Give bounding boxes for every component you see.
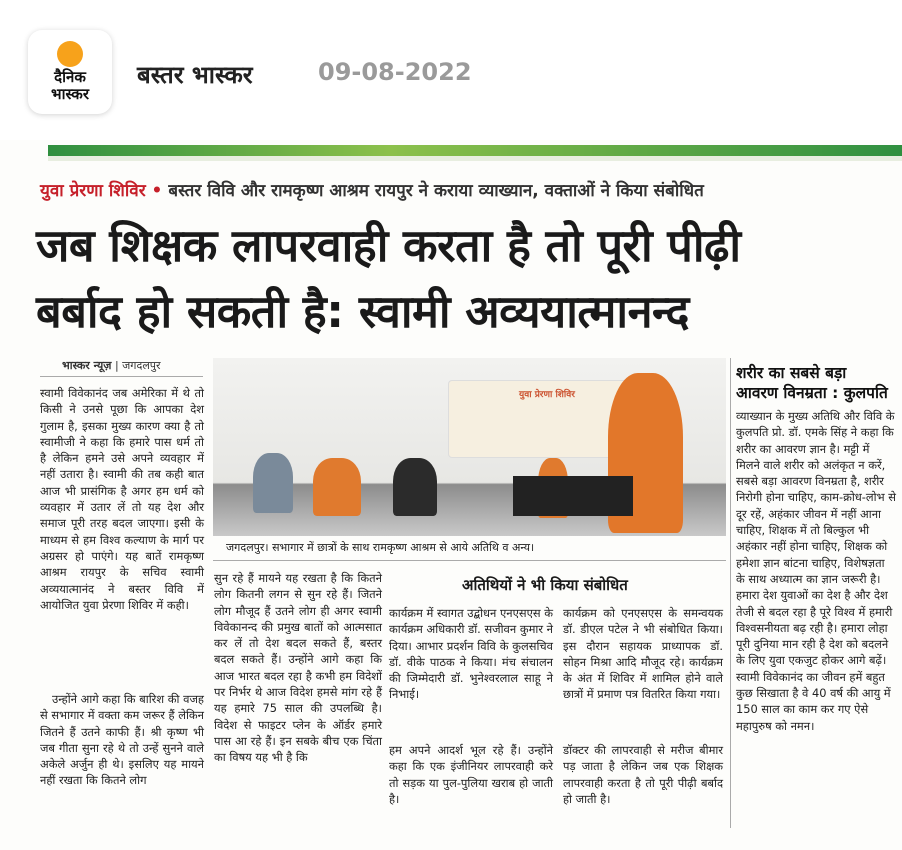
byline-source: भास्कर न्यूज़ bbox=[62, 359, 112, 372]
divider bbox=[40, 376, 203, 377]
kicker-text: बस्तर विवि और रामकृष्ण आश्रम रायपुर ने कराया व्याख्यान, वक्ताओं ने किया संबोधित bbox=[168, 181, 704, 201]
podium bbox=[513, 476, 633, 516]
sun-icon bbox=[57, 41, 83, 67]
person-figure bbox=[253, 453, 293, 513]
sidebar-heading-line2: आवरण विनम्रता : कुलपति bbox=[736, 384, 888, 402]
publication-name: बस्तर भास्कर bbox=[137, 61, 253, 89]
column-1b: उन्होंने आगे कहा कि बारिश की वजह से सभागार में वक्ता कम जरूर हैं लेकिन जितने हैं उतने काफी हैं। श्री कृष्ण भी जब गीता सुना रहे थे तो उन्हें सुनने वाले अकेले अर्जुन ही थे। इसलिए यह मायने नहीं रखता कि कितने लोग bbox=[40, 692, 204, 788]
headline-line2: बर्बाद हो सकती है: स्वामी अव्ययात्मानन्द bbox=[36, 285, 689, 338]
photo-caption: जगदलपुर। सभागार में छात्रों के साथ रामकृष्ण आश्रम से आये अतिथि व अन्य। bbox=[226, 541, 535, 554]
person-figure bbox=[313, 458, 361, 516]
decorative-stripe-light bbox=[48, 156, 902, 161]
logo-line2: भास्कर bbox=[51, 85, 89, 103]
banner-title: युवा प्रेरणा शिविर bbox=[519, 390, 575, 400]
divider bbox=[213, 560, 726, 561]
sidebar-heading bbox=[736, 363, 888, 403]
kicker bbox=[40, 178, 704, 201]
app-header bbox=[0, 0, 902, 140]
headline-line1: जब शिक्षक लापरवाही करता है तो पूरी पीढ़ी bbox=[36, 219, 741, 272]
column-1: स्वामी विवेकानंद जब अमेरिका में थे तो किसी ने उनसे पूछा कि आपका देश गुलाम है, इसका मुख्य कारण क्या है तो स्वामीजी ने कहा कि हमारे पास धर्म तो है लेकिन हमने उसे अपने व्यवहार में नहीं उतारा है। स्वामी की तब कही बात आज भी प्रासंगिक है अगर हम धर्म को व्यवहार में उतार लें तो यह देश और समाज पूरी तरह बदल जाएगा। इसी के माध्यम से हम विश्व कल्याण के मार्ग पर अग्रसर हो पाएंगे। यह बातें रामकृष्ण आश्रम रायपुर के सचिव स्वामी अव्ययात्मानंद ने बस्तर विवि में आयोजित युवा प्रेरणा शिविर में कही। bbox=[40, 386, 204, 612]
dainik-bhaskar-logo[interactable] bbox=[28, 30, 112, 114]
sidebar-heading-line1: शरीर का सबसे बड़ा bbox=[736, 364, 847, 382]
event-photo[interactable] bbox=[213, 358, 726, 536]
person-figure bbox=[393, 458, 437, 516]
kicker-label: युवा प्रेरणा शिविर • bbox=[40, 181, 163, 201]
column-5: व्याख्यान के मुख्य अतिथि और विवि के कुलपति प्रो. डॉ. एमके सिंह ने कहा कि शरीर का आवरण ज्ञान है। मट्टी में मिलने वाले शरीर को अलंकृत न करें, सबसे बड़ा आवरण विनम्रता है, शरीर निरोगी होना चाहिए, काम-क्रोध-लोभ से दूर रहें, अहंकार जीवन में नहीं आना चाहिए, शिक्षक में तो बिल्कुल भी अहंकार नहीं होना चाहिए, शिक्षक को हमेशा ज्ञान बांटना चाहिए, विशेषज्ञता के साथ अध्यात्म का ज्ञान जरूरी है। हमारा देश युवाओं का देश है और देश तेजी से बदल रहा है पूरे विश्व में हमारी विश्वसनीयता बढ़ रही है। हमारा लोहा पूरी दुनिया मान रही है देश को बदलने के लिए युवा एकजुट होकर आगे बढ़ें। स्वामी विवेकानंद का जीवन हमें बहुत कुछ सिखाता है वे 40 वर्ष की आयु में 150 साल का काम कर गए ऐसे महापुरुष को नमन। bbox=[736, 409, 896, 733]
column-divider bbox=[730, 358, 731, 828]
subheading: अतिथियों ने भी किया संबोधित bbox=[462, 576, 628, 594]
column-4b: डॉक्टर की लापरवाही से मरीज बीमार पड़ जाता है लेकिन जब एक शिक्षक लापरवाही करता है तो पूरी पीढ़ी बर्बाद हो जाती है। bbox=[563, 743, 723, 806]
byline-location: | जगदलपुर bbox=[114, 359, 161, 372]
column-2: सुन रहे हैं मायने यह रखता है कि कितने लोग कितनी लगन से सुन रहे हैं। जितने लोग मौजूद हैं उतने लोग ही अगर स्वामी विवेकानन्द की प्रमुख बातों को आत्मसात कर लें तो देश बदल सकते हैं, बस्तर बदल सकते हैं। उन्होंने आगे कहा कि आज भारत बदल रहा है कभी हम विदेशों पर निर्भर थे आज विदेश हमसे मांग रहे हैं यह हमारे 75 साल की उपलब्धि है। विदेश से फाइटर प्लेन के ऑर्डर हमारे पास आ रहे हैं। इन सबके बीच एक चिंता का विषय यह भी है कि bbox=[214, 571, 382, 765]
edition-date: 09-08-2022 bbox=[318, 58, 472, 86]
column-3: कार्यक्रम में स्वागत उद्बोधन एनएसएस के कार्यक्रम अधिकारी डॉ. सजीवन कुमार ने दिया। आभार प्रदर्शन विवि के कुलसचिव डॉ. वीके पाठक ने किया। मंच संचालन की जिम्मेदारी डॉ. भुनेश्वरलाल साहू ने निभाई। bbox=[389, 606, 553, 702]
column-3b: हम अपने आदर्श भूल रहे हैं। उन्होंने कहा कि एक इंजीनियर लापरवाही करे तो सड़क या पुल-पुलिया खराब हो जाती है। bbox=[389, 743, 553, 806]
column-4: कार्यक्रम को एनएसएस के समन्वयक डॉ. डीएल पटेल ने भी संबोधित किया। इस दौरान सहायक प्राध्यापक डॉ. सोहन मिश्रा आदि मौजूद रहे। कार्यक्रम के अंत में शिविर में शामिल होने वाले छात्रों में प्रमाण पत्र वितरित किया गया। bbox=[563, 606, 723, 702]
byline bbox=[62, 358, 161, 373]
logo-line1: दैनिक bbox=[54, 68, 86, 86]
